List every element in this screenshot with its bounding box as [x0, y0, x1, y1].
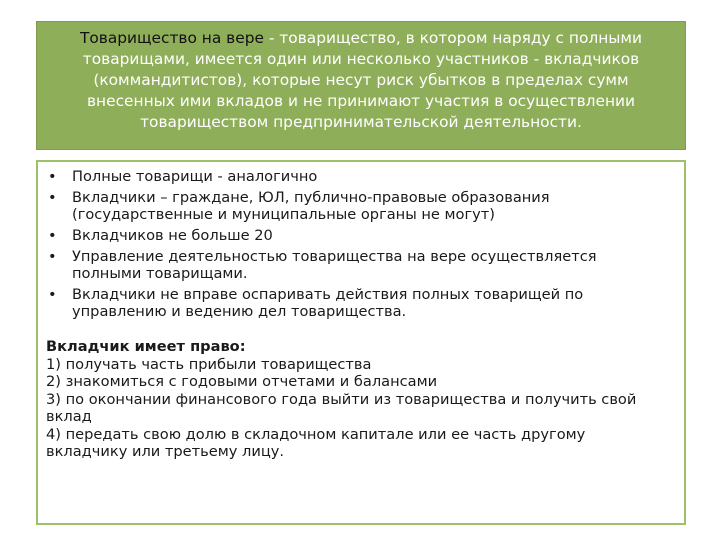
bullet-icon: •	[48, 286, 57, 303]
bullet-icon: •	[48, 168, 57, 185]
right-item: 3) по окончании финансового года выйти из товарищества и получить свой вклад	[46, 390, 637, 425]
list-item	[46, 248, 670, 282]
list-item-text: Вкладчиков не больше 20	[72, 227, 273, 244]
definition-term: Товарищество на вере	[79, 29, 264, 47]
content-box	[36, 160, 686, 525]
list-item-text: Полные товарищи - аналогично	[72, 168, 318, 185]
list-item	[46, 189, 670, 223]
rights-title: Вкладчик имеет право:	[46, 338, 246, 355]
list-item	[46, 168, 670, 185]
right-item: 2) знакомиться с годовыми отчетами и балансами	[46, 373, 438, 390]
list-item-text: Управление деятельностью товарищества на вере осуществляется полными товарищами.	[72, 248, 597, 282]
list-item-text: Вкладчики – граждане, ЮЛ, публично-правовые образования (государственные и муниципальные органы не могут)	[72, 189, 550, 223]
bullet-icon: •	[48, 227, 57, 244]
rights-section	[46, 338, 670, 461]
list-item	[46, 227, 670, 244]
right-item: 1) получать часть прибыли товарищества	[46, 355, 372, 373]
definition-text: - товарищество, в котором наряду с полными товарищами, имеется один или несколько участников - вкладчиков (коммандитистов), которые несут риск убытков в пределах сумм внесенных ими вкладов и не принимают участия в осуществлении товариществом предпринимательской деятельности.	[82, 29, 643, 131]
definition-box	[36, 21, 686, 150]
bullet-list	[46, 168, 670, 320]
bullet-icon: •	[48, 248, 57, 265]
right-item: 4) передать свою долю в складочном капитале или ее часть другому вкладчику или третьему лицу.	[46, 425, 586, 460]
list-item	[46, 286, 670, 320]
list-item-text: Вкладчики не вправе оспаривать действия полных товарищей по управлению и ведению дел товарищества.	[72, 286, 584, 320]
bullet-icon: •	[48, 189, 57, 206]
